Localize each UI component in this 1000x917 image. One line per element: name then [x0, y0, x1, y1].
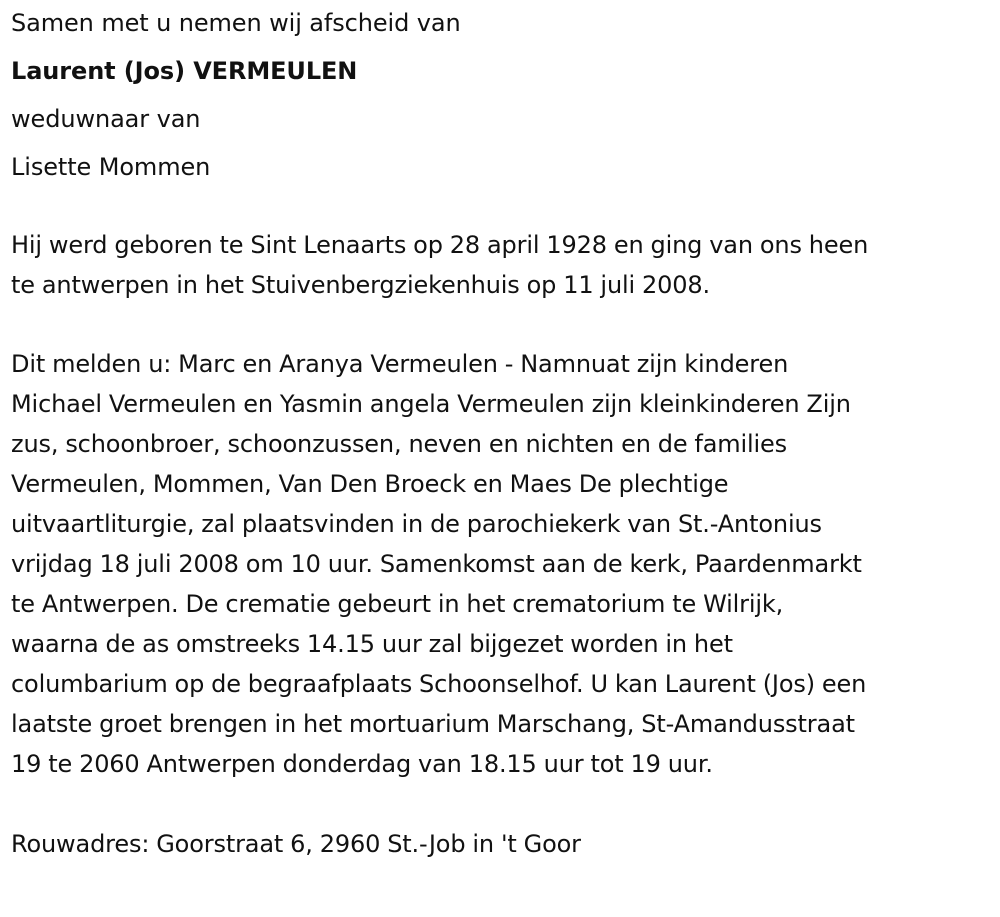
paragraph-line: laatste groet brengen in het mortuarium Marschang, St-Amandusstraat	[11, 710, 855, 738]
mourning-address: Rouwadres: Goorstraat 6, 2960 St.-Job in 't Goor	[11, 830, 581, 858]
paragraph-line: waarna de as omstreeks 14.15 uur zal bijgezet worden in het	[11, 630, 733, 658]
relation-text: weduwnaar van	[11, 105, 201, 133]
paragraph-line: Michael Vermeulen en Yasmin angela Vermeulen zijn kleinkinderen Zijn	[11, 390, 851, 418]
spouse-name: Lisette Mommen	[11, 153, 211, 181]
deceased-name: Laurent (Jos) VERMEULEN	[11, 57, 358, 85]
paragraph-line: columbarium op de begraafplaats Schoonselhof. U kan Laurent (Jos) een	[11, 670, 867, 698]
address-paragraph	[11, 824, 996, 864]
paragraph-line: Vermeulen, Mommen, Van Den Broeck en Maes De plechtige	[11, 470, 729, 498]
paragraph-line: Dit melden u: Marc en Aranya Vermeulen - Namnuat zijn kinderen	[11, 350, 789, 378]
announcement-paragraph	[11, 344, 996, 784]
death-notice	[11, 0, 996, 864]
paragraph-line: uitvaartliturgie, zal plaatsvinden in de parochiekerk van St.-Antonius	[11, 510, 822, 538]
paragraph-line: te Antwerpen. De crematie gebeurt in het crematorium te Wilrijk,	[11, 590, 784, 618]
paragraph-line: zus, schoonbroer, schoonzussen, neven en nichten en de families	[11, 430, 788, 458]
birth-death-paragraph	[11, 225, 996, 305]
paragraph-line: Hij werd geboren te Sint Lenaarts op 28 april 1928 en ging van ons heen	[11, 231, 869, 259]
intro-text: Samen met u nemen wij afscheid van	[11, 9, 461, 37]
paragraph-line: te antwerpen in het Stuivenbergziekenhuis op 11 juli 2008.	[11, 271, 710, 299]
paragraph-line: 19 te 2060 Antwerpen donderdag van 18.15 uur tot 19 uur.	[11, 750, 713, 778]
paragraph-line: vrijdag 18 juli 2008 om 10 uur. Samenkomst aan de kerk, Paardenmarkt	[11, 550, 862, 578]
